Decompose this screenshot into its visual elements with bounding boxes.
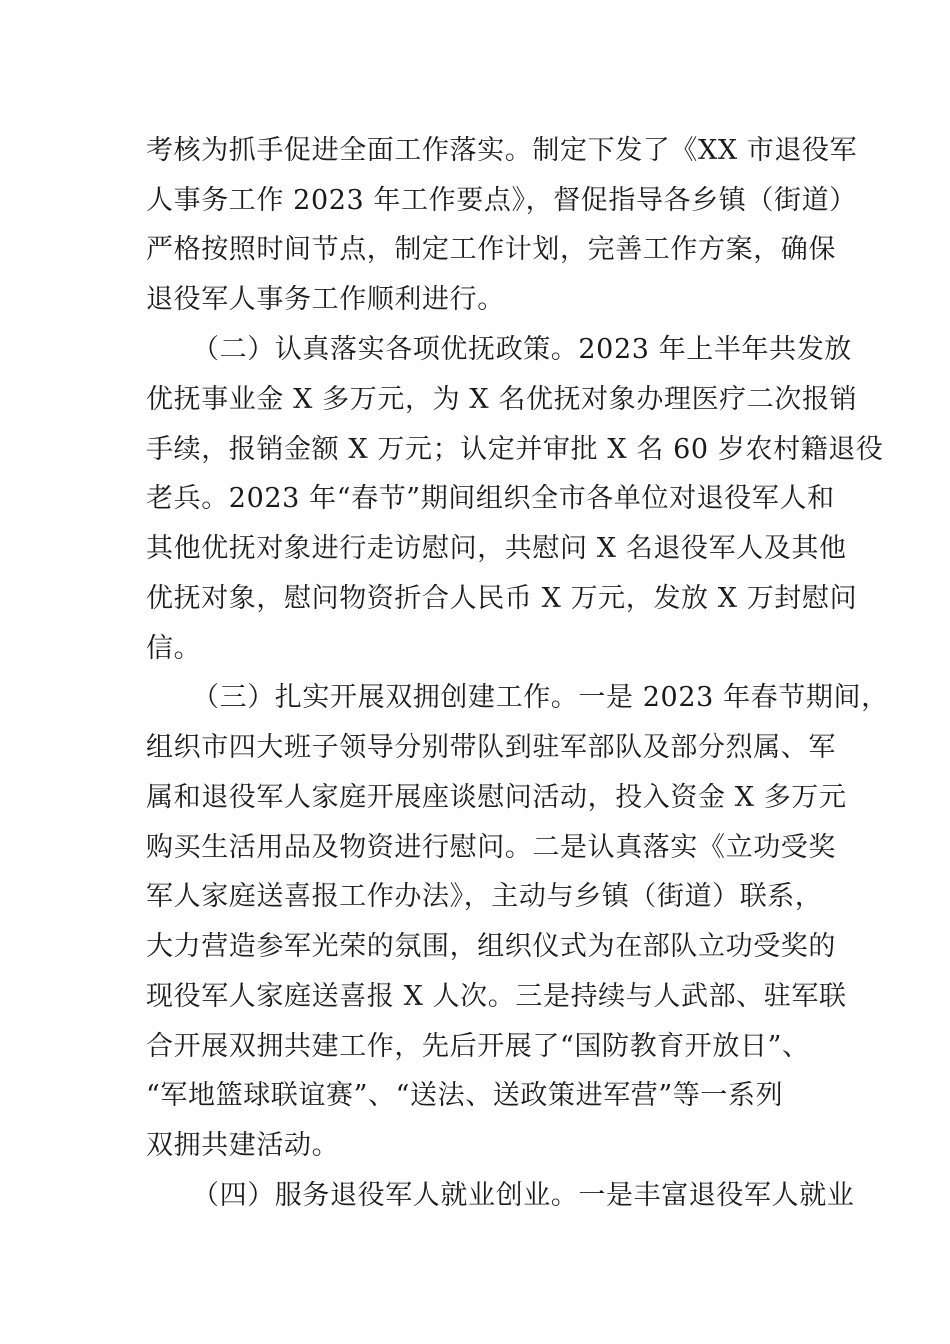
text-line: 严格按照时间节点，制定工作计划，完善工作方案，确保: [146, 234, 836, 265]
text-line: 组织市四大班子领导分别带队到驻军部队及部分烈属、军: [146, 732, 836, 763]
text-line: 军人家庭送喜报工作办法》，主动与乡镇（街道）联系，: [146, 881, 823, 912]
text-line: “军地篮球联谊赛”、“送法、送政策进军营”等一系列: [146, 1080, 784, 1111]
text-line: 考核为抓手促进全面工作落实。制定下发了《XX 市退役军: [146, 135, 858, 166]
section-heading-line: （二）认真落实各项优抚政策。2023 年上半年共发放: [192, 334, 852, 365]
text-line: 优抚事业金 X 多万元，为 X 名优抚对象办理医疗二次报销: [146, 384, 858, 415]
text-line: 人事务工作 2023 年工作要点》，督促指导各乡镇（街道）: [146, 185, 857, 216]
text-line: 其他优抚对象进行走访慰问，共慰问 X 名退役军人及其他: [146, 533, 847, 564]
section-heading-line: （四）服务退役军人就业创业。一是丰富退役军人就业: [192, 1180, 855, 1211]
text-line: 属和退役军人家庭开展座谈慰问活动，投入资金 X 多万元: [146, 782, 847, 813]
text-line: 手续，报销金额 X 万元；认定并审批 X 名 60 岁农村籍退役: [146, 434, 884, 465]
section-heading-line: （三）扎实开展双拥创建工作。一是 2023 年春节期间，: [192, 682, 889, 713]
text-line: 合开展双拥共建工作，先后开展了“国防教育开放日”、: [146, 1031, 810, 1062]
text-line: 老兵。2023 年“春节”期间组织全市各单位对退役军人和: [146, 483, 835, 514]
text-line: 购买生活用品及物资进行慰问。二是认真落实《立功受奖: [146, 832, 836, 863]
text-line: 双拥共建活动。: [146, 1130, 340, 1161]
text-line: 优抚对象，慰问物资折合人民币 X 万元，发放 X 万封慰问: [146, 583, 858, 614]
text-line: 大力营造参军光荣的氛围，组织仪式为在部队立功受奖的: [146, 931, 836, 962]
text-line: 退役军人事务工作顺利进行。: [146, 284, 505, 315]
text-line: 现役军人家庭送喜报 X 人次。三是持续与人武部、驻军联: [146, 981, 847, 1012]
text-line: 信。: [146, 633, 202, 664]
